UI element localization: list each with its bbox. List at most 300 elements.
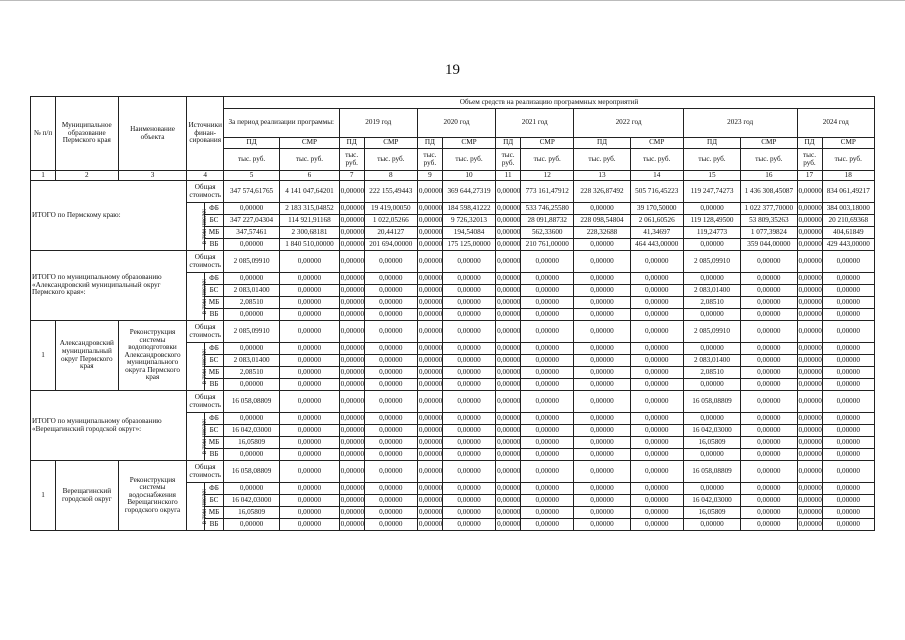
column-number: 1 [31,171,56,181]
value-cell: 0,00000 [364,379,417,391]
value-cell: 0,00000 [496,507,521,519]
source-label: ВБ [205,379,224,391]
value-cell: 0,00000 [630,425,683,437]
header-unit: тыс. руб. [417,149,442,171]
value-cell: 0,00000 [223,483,279,495]
value-cell: 0,00000 [223,413,279,425]
value-cell: 0,00000 [496,343,521,355]
value-cell: 0,00000 [364,391,417,413]
value-cell: 0,00000 [496,413,521,425]
value-cell: 228,32688 [574,227,630,239]
header-unit: тыс. руб. [521,149,574,171]
value-cell: 0,00000 [797,425,822,437]
value-cell: 0,00000 [797,495,822,507]
header-unit: тыс. руб. [741,149,797,171]
value-cell: 2 183 315,04852 [280,203,339,215]
value-cell: 0,00000 [496,355,521,367]
column-number: 15 [683,171,740,181]
value-cell: 16 058,08809 [223,391,279,413]
value-cell: 0,00000 [822,507,874,519]
source-label: ФБ [205,273,224,285]
value-cell: 0,00000 [521,309,574,321]
value-cell: 0,00000 [741,251,797,273]
value-cell: 16 058,08809 [683,461,740,483]
value-cell: 2 085,09910 [223,321,279,343]
source-label: МБ [205,297,224,309]
header-pd: ПД [574,138,630,149]
value-cell: 0,00000 [630,285,683,297]
value-cell: 773 161,47912 [521,181,574,203]
value-cell: 0,00000 [417,297,442,309]
header-unit: тыс. руб. [574,149,630,171]
value-cell: 834 061,49217 [822,181,874,203]
value-cell: 1 022 377,70000 [741,203,797,215]
value-cell: 0,00000 [741,285,797,297]
value-cell: 0,00000 [797,215,822,227]
value-cell: 0,00000 [521,437,574,449]
source-label: ВБ [205,239,224,251]
value-cell: 0,00000 [521,321,574,343]
header-pd: ПД [339,138,364,149]
value-cell: 0,00000 [417,285,442,297]
value-cell: 2 083,01400 [683,355,740,367]
value-cell: 0,00000 [442,285,495,297]
header-pd: ПД [223,138,279,149]
value-cell: 0,00000 [496,495,521,507]
value-cell: 0,00000 [822,273,874,285]
source-label: МБ [205,227,224,239]
value-cell: 0,00000 [630,367,683,379]
value-cell: 0,00000 [339,425,364,437]
value-cell: 0,00000 [364,309,417,321]
value-cell: 0,00000 [797,227,822,239]
value-cell: 0,00000 [630,519,683,531]
value-cell: 2 085,09910 [683,321,740,343]
value-cell: 0,00000 [280,379,339,391]
value-cell: 0,00000 [339,273,364,285]
value-cell: 0,00000 [797,273,822,285]
value-cell: 0,00000 [574,483,630,495]
value-cell: 0,00000 [797,181,822,203]
value-cell: 0,00000 [496,449,521,461]
value-cell: 0,00000 [339,449,364,461]
value-cell: 0,00000 [741,343,797,355]
value-cell: 0,00000 [280,343,339,355]
value-cell: 0,00000 [339,181,364,203]
value-cell: 39 170,50000 [630,203,683,215]
value-cell: 16 058,08809 [683,391,740,413]
value-cell: 0,00000 [417,367,442,379]
value-cell: 0,00000 [741,425,797,437]
value-cell: 0,00000 [280,355,339,367]
column-number: 13 [574,171,630,181]
item-object: Реконструкция системы водоснабжения Верещагинского городского округа [118,461,187,531]
value-cell: 0,00000 [797,391,822,413]
value-cell: 0,00000 [442,343,495,355]
value-cell: 0,00000 [741,379,797,391]
value-cell: 0,00000 [223,239,279,251]
value-cell: 1 840 510,00000 [280,239,339,251]
value-cell: 0,00000 [339,343,364,355]
value-cell: 0,00000 [442,367,495,379]
value-cell: 369 644,27319 [442,181,495,203]
value-cell: 0,00000 [822,425,874,437]
vertical-label-cell [187,203,209,251]
value-cell: 16 042,03000 [223,425,279,437]
value-cell: 194,54084 [442,227,495,239]
value-cell: 0,00000 [797,367,822,379]
vertical-label: в том числе: [201,278,209,314]
value-cell: 0,00000 [223,343,279,355]
column-number: 4 [187,171,223,181]
header-smr: СМР [442,138,495,149]
value-cell: 0,00000 [822,309,874,321]
value-cell: 0,00000 [521,297,574,309]
value-cell: 0,00000 [741,461,797,483]
source-label: ВБ [205,449,224,461]
value-cell: 0,00000 [574,495,630,507]
column-number: 17 [797,171,822,181]
value-cell: 0,00000 [683,239,740,251]
value-cell: 0,00000 [574,309,630,321]
value-cell: 0,00000 [630,413,683,425]
value-cell: 0,00000 [364,495,417,507]
value-cell: 0,00000 [364,251,417,273]
value-cell: 0,00000 [417,321,442,343]
value-cell: 0,00000 [496,297,521,309]
header-unit: тыс. руб. [442,149,495,171]
value-cell: 0,00000 [442,321,495,343]
value-cell: 0,00000 [521,251,574,273]
value-cell: 0,00000 [417,391,442,413]
value-cell: 2,08510 [683,297,740,309]
source-label: ВБ [205,519,224,531]
value-cell: 0,00000 [683,449,740,461]
value-cell: 0,00000 [442,413,495,425]
value-cell: 0,00000 [442,519,495,531]
value-cell: 0,00000 [683,519,740,531]
value-cell: 0,00000 [797,203,822,215]
value-cell: 0,00000 [364,519,417,531]
value-cell: 0,00000 [521,367,574,379]
value-cell: 0,00000 [442,391,495,413]
value-cell: 0,00000 [741,519,797,531]
value-cell: 0,00000 [797,507,822,519]
vertical-label-cell [187,483,209,531]
value-cell: 0,00000 [223,309,279,321]
value-cell: 0,00000 [521,285,574,297]
value-cell: 0,00000 [496,227,521,239]
value-cell: 0,00000 [417,239,442,251]
table-row [31,181,875,203]
value-cell: 2 083,01400 [683,285,740,297]
value-cell: 0,00000 [339,367,364,379]
header-unit: тыс. руб. [223,149,279,171]
value-cell: 0,00000 [223,519,279,531]
source-label: ФБ [205,203,224,215]
value-cell: 0,00000 [630,309,683,321]
value-cell: 2,08510 [223,367,279,379]
value-cell: 0,00000 [741,355,797,367]
source-label: МБ [205,437,224,449]
value-cell: 0,00000 [417,425,442,437]
value-cell: 0,00000 [630,297,683,309]
header-pd: ПД [417,138,442,149]
value-cell: 0,00000 [442,297,495,309]
value-cell: 0,00000 [496,391,521,413]
value-cell: 0,00000 [417,309,442,321]
value-cell: 0,00000 [417,413,442,425]
value-cell: 0,00000 [797,239,822,251]
value-cell: 0,00000 [417,215,442,227]
header-smr: СМР [521,138,574,149]
value-cell: 0,00000 [280,309,339,321]
header-period-total: За период реализации программы: [223,109,339,138]
header-unit: тыс. руб. [496,149,521,171]
value-cell: 0,00000 [339,239,364,251]
value-cell: 0,00000 [417,483,442,495]
value-cell: 19 419,00050 [364,203,417,215]
value-cell: 2 083,01400 [223,355,279,367]
header-smr: СМР [364,138,417,149]
value-cell: 0,00000 [683,483,740,495]
value-cell: 0,00000 [822,355,874,367]
value-cell: 0,00000 [574,379,630,391]
table-row [31,391,875,413]
value-cell: 16,05809 [223,437,279,449]
value-cell: 0,00000 [630,461,683,483]
value-cell: 16,05809 [223,507,279,519]
value-cell: 4 141 047,64201 [280,181,339,203]
value-cell: 0,00000 [339,495,364,507]
value-cell: 0,00000 [442,449,495,461]
value-cell: 0,00000 [574,203,630,215]
value-cell: 0,00000 [280,507,339,519]
value-cell: 0,00000 [496,203,521,215]
value-cell: 0,00000 [442,495,495,507]
value-cell: 0,00000 [496,519,521,531]
value-cell: 1 022,05266 [364,215,417,227]
value-cell: 0,00000 [630,343,683,355]
value-cell: 0,00000 [280,425,339,437]
value-cell: 0,00000 [417,507,442,519]
value-cell: 0,00000 [741,367,797,379]
item-number: 1 [31,321,56,391]
value-cell: 1 077,39824 [741,227,797,239]
value-cell: 2 085,09910 [223,251,279,273]
value-cell: 0,00000 [339,391,364,413]
value-cell: 0,00000 [339,437,364,449]
value-cell: 0,00000 [364,321,417,343]
value-cell: 0,00000 [574,239,630,251]
column-number: 8 [364,171,417,181]
header-year: 2020 год [417,109,495,138]
value-cell: 0,00000 [797,321,822,343]
source-label: МБ [205,507,224,519]
value-cell: 0,00000 [797,251,822,273]
value-cell: 0,00000 [521,343,574,355]
value-cell: 0,00000 [339,413,364,425]
column-number: 7 [339,171,364,181]
page-number: 19 [445,62,460,78]
value-cell: 0,00000 [280,367,339,379]
column-number: 10 [442,171,495,181]
source-label: БС [205,285,224,297]
item-number: 1 [31,461,56,531]
value-cell: 0,00000 [822,367,874,379]
value-cell: 0,00000 [442,273,495,285]
header-unit: тыс. руб. [630,149,683,171]
value-cell: 0,00000 [822,461,874,483]
value-cell: 0,00000 [797,343,822,355]
value-cell: 0,00000 [417,203,442,215]
value-cell: 0,00000 [822,449,874,461]
value-cell: 0,00000 [364,425,417,437]
value-cell: 0,00000 [442,507,495,519]
header-pd: ПД [683,138,740,149]
header-object: Наименование объекта [118,97,187,171]
value-cell: 0,00000 [364,449,417,461]
value-cell: 0,00000 [223,203,279,215]
value-cell: 384 003,18000 [822,203,874,215]
value-cell: 0,00000 [417,495,442,507]
item-municipality: Верещагинский городской округ [56,461,119,531]
vertical-label-cell [187,413,209,461]
value-cell: 0,00000 [822,285,874,297]
value-cell: 0,00000 [364,285,417,297]
value-cell: 2,08510 [683,367,740,379]
value-cell: 0,00000 [822,379,874,391]
value-cell: 0,00000 [442,437,495,449]
value-cell: 0,00000 [521,413,574,425]
value-cell: 0,00000 [496,367,521,379]
value-cell: 0,00000 [630,449,683,461]
value-cell: 0,00000 [797,355,822,367]
value-cell: 16,05809 [683,437,740,449]
source-label: БС [205,495,224,507]
value-cell: 0,00000 [630,495,683,507]
value-cell: 0,00000 [630,273,683,285]
value-cell: 0,00000 [741,309,797,321]
value-cell: 429 443,00000 [822,239,874,251]
value-cell: 0,00000 [797,483,822,495]
value-cell: 0,00000 [741,507,797,519]
value-cell: 0,00000 [364,355,417,367]
value-cell: 0,00000 [521,273,574,285]
value-cell: 0,00000 [280,449,339,461]
value-cell: 0,00000 [521,519,574,531]
value-cell: 0,00000 [496,483,521,495]
value-cell: 0,00000 [521,425,574,437]
value-cell: 28 091,88732 [521,215,574,227]
value-cell: 0,00000 [822,483,874,495]
value-cell: 0,00000 [683,343,740,355]
header-unit: тыс. руб. [280,149,339,171]
value-cell: 0,00000 [223,379,279,391]
value-cell: 0,00000 [822,437,874,449]
value-cell: 0,00000 [496,285,521,297]
value-cell: 0,00000 [797,285,822,297]
value-cell: 0,00000 [521,355,574,367]
value-cell: 9 726,32013 [442,215,495,227]
header-num: № п/п [31,97,56,171]
value-cell: 175 125,00000 [442,239,495,251]
value-cell: 0,00000 [339,227,364,239]
value-cell: 0,00000 [339,321,364,343]
value-cell: 0,00000 [442,251,495,273]
value-cell: 0,00000 [339,379,364,391]
total-cost-label: Общая стоимость [187,251,223,273]
value-cell: 0,00000 [797,309,822,321]
column-number: 14 [630,171,683,181]
value-cell: 119 247,74273 [683,181,740,203]
header-year: 2019 год [339,109,417,138]
header-year: 2024 год [797,109,875,138]
column-number: 16 [741,171,797,181]
value-cell: 0,00000 [442,355,495,367]
value-cell: 0,00000 [364,343,417,355]
header-pd: ПД [496,138,521,149]
value-cell: 0,00000 [741,297,797,309]
header-smr: СМР [822,138,874,149]
value-cell: 0,00000 [417,343,442,355]
value-cell: 228 098,54804 [574,215,630,227]
value-cell: 201 694,00000 [364,239,417,251]
source-label: ФБ [205,343,224,355]
value-cell: 16 042,03000 [223,495,279,507]
value-cell: 347,57461 [223,227,279,239]
value-cell: 0,00000 [364,507,417,519]
value-cell: 0,00000 [417,449,442,461]
value-cell: 184 598,41222 [442,203,495,215]
vertical-label-cell [187,273,209,321]
value-cell: 0,00000 [683,309,740,321]
header-unit: тыс. руб. [822,149,874,171]
source-label: БС [205,355,224,367]
value-cell: 0,00000 [574,285,630,297]
table-row [31,251,875,273]
value-cell: 0,00000 [339,215,364,227]
value-cell: 0,00000 [630,483,683,495]
value-cell: 0,00000 [364,297,417,309]
value-cell: 0,00000 [280,461,339,483]
value-cell: 0,00000 [797,379,822,391]
value-cell: 0,00000 [822,343,874,355]
value-cell: 404,61849 [822,227,874,239]
funding-table [30,96,875,531]
value-cell: 0,00000 [741,483,797,495]
value-cell: 0,00000 [280,413,339,425]
vertical-label: в том числе: [201,488,209,524]
total-cost-label: Общая стоимость [187,181,223,203]
value-cell: 0,00000 [417,379,442,391]
value-cell: 0,00000 [496,321,521,343]
value-cell: 0,00000 [417,181,442,203]
header-unit: тыс. руб. [797,149,822,171]
value-cell: 0,00000 [630,379,683,391]
value-cell: 0,00000 [574,367,630,379]
value-cell: 0,00000 [741,413,797,425]
value-cell: 0,00000 [574,391,630,413]
value-cell: 0,00000 [417,437,442,449]
value-cell: 228 326,87492 [574,181,630,203]
header-sources: Источники финан-сирования [187,97,223,171]
value-cell: 533 746,25580 [521,203,574,215]
value-cell: 0,00000 [741,391,797,413]
value-cell: 0,00000 [630,437,683,449]
value-cell: 0,00000 [521,391,574,413]
value-cell: 2 083,01400 [223,285,279,297]
